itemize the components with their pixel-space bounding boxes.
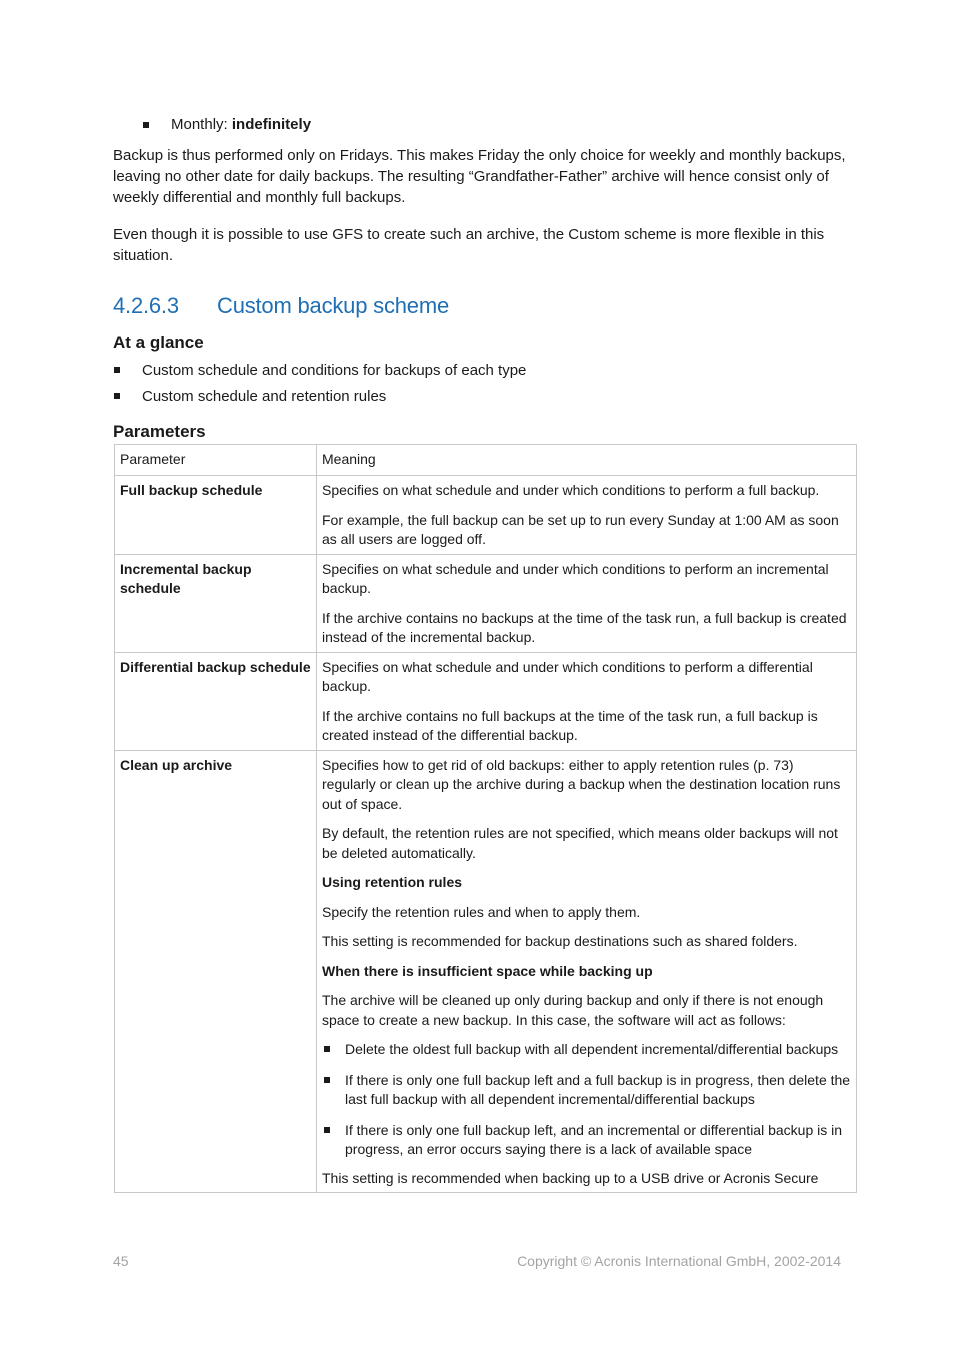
parameters-table (114, 444, 857, 1193)
meaning-paragraph: If the archive contains no full backups at the time of the task run, a full backup is created instead of the differential backup. (322, 707, 818, 743)
row-parameter: Differential backup schedule (115, 652, 317, 750)
bullet-square-icon (324, 1046, 330, 1052)
row-parameter: Full backup schedule (115, 476, 317, 555)
paragraph-gfs: Even though it is possible to use GFS to create such an archive, the Custom scheme is more flexible in this situation. (113, 226, 825, 264)
meaning-subheading: Using retention rules (322, 874, 463, 890)
meaning-paragraph: Specifies on what schedule and under which conditions to perform an incremental backup. (322, 560, 829, 596)
list-item: If there is only one full backup left, and an incremental or differential backup is in progress, an error occurs saying there is a lack of available space (322, 1121, 851, 1160)
row-parameter: Incremental backup schedule (115, 554, 317, 652)
meaning-paragraph: Specifies how to get rid of old backups: either to apply retention rules (p. 73) regularly or clean up the archive during a backup when the destination location runs out of space. (322, 756, 841, 812)
row-parameter: Clean up archive (115, 750, 317, 1193)
meaning-paragraph: If the archive contains no backups at the time of the task run, a full backup is created instead of the incremental backup. (322, 609, 847, 645)
bullet-square-icon (143, 122, 149, 128)
row-meaning (317, 476, 857, 555)
table-row (115, 750, 857, 1193)
paragraph-friday: Backup is thus performed only on Fridays. This makes Friday the only choice for weekly and monthly backups, leaving no other date for daily backups. The resulting “Grandfather-Father” archive will hence consist only of weekly differential and monthly full backups. (113, 147, 846, 206)
section-number: 4.2.6.3 (113, 293, 179, 318)
section-title: Custom backup scheme (217, 293, 449, 318)
parameters-heading: Parameters (113, 422, 206, 441)
cleanup-actions-list (322, 1040, 851, 1160)
table-row (115, 554, 857, 652)
table-row (115, 476, 857, 555)
at-a-glance-heading: At a glance (113, 333, 204, 352)
meaning-paragraph: This setting is recommended when backing up to a USB drive or Acronis Secure (322, 1169, 819, 1186)
row-meaning (317, 652, 857, 750)
header-meaning: Meaning (317, 445, 857, 476)
meaning-paragraph: Specifies on what schedule and under which conditions to perform a differential backup. (322, 658, 813, 694)
bullet-square-icon (114, 367, 120, 373)
meaning-paragraph: For example, the full backup can be set up to run every Sunday at 1:00 AM as soon as all users are logged off. (322, 511, 839, 547)
list-item: Custom schedule and conditions for backups of each type (113, 361, 526, 381)
table-header-row (115, 445, 857, 476)
bullet-square-icon (114, 393, 120, 399)
meaning-paragraph: Specify the retention rules and when to apply them. (322, 903, 641, 920)
meaning-paragraph: The archive will be cleaned up only during backup and only if there is not enough space to create a new backup. In this case, the software will act as follows: (322, 992, 824, 1028)
table-row (115, 652, 857, 750)
list-item: Delete the oldest full backup with all dependent incremental/differential backups (322, 1040, 851, 1060)
at-a-glance-list (113, 361, 526, 413)
section-heading (113, 292, 449, 320)
meaning-paragraph: This setting is recommended for backup destinations such as shared folders. (322, 933, 798, 949)
list-item: If there is only one full backup left and a full backup is in progress, then delete the last full backup with all dependent incremental/differential backups (322, 1071, 851, 1110)
copyright: Copyright © Acronis International GmbH, 2002-2014 (517, 1253, 841, 1269)
header-parameter: Parameter (115, 445, 317, 476)
meaning-subheading: When there is insufficient space while backing up (322, 962, 653, 979)
bullet-text: Monthly: indefinitely (171, 116, 312, 133)
list-item: Custom schedule and retention rules (113, 387, 526, 407)
meaning-paragraph: Specifies on what schedule and under which conditions to perform a full backup. (322, 482, 820, 498)
bullet-square-icon (324, 1127, 330, 1133)
meaning-paragraph: By default, the retention rules are not specified, which means older backups will not be deleted automatically. (322, 825, 838, 861)
bullet-monthly (143, 115, 311, 135)
row-meaning (317, 554, 857, 652)
row-meaning (317, 750, 857, 1193)
page-number: 45 (113, 1253, 129, 1269)
bullet-square-icon (324, 1077, 330, 1083)
